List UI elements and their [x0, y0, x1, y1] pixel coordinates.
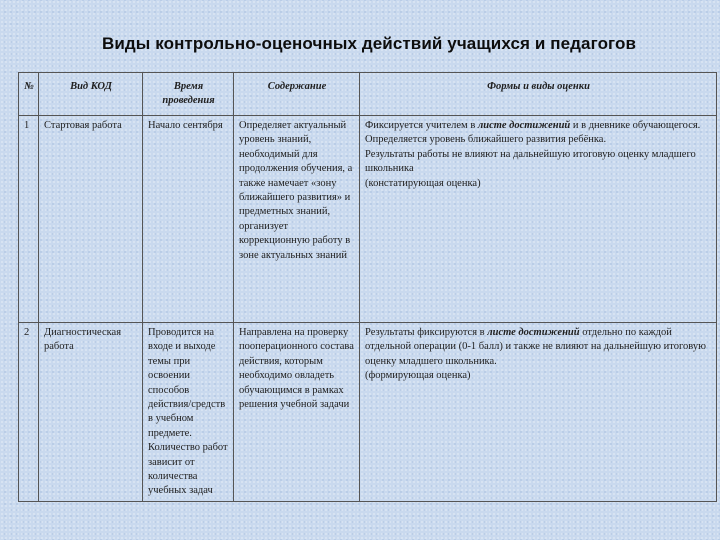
forms-text: Результаты фиксируются в [365, 327, 488, 338]
forms-highlight: листе достижений [487, 327, 580, 338]
row-content: Направлена на проверку пооперационного состава действия, которым необходимо овладеть обучающимся в рамках решения учебной задачи [234, 323, 360, 502]
row-kind: Диагностическая работа [39, 323, 143, 502]
header-time: Время проведения [143, 73, 234, 116]
table-row [19, 116, 717, 323]
forms-highlight: листе достижений [477, 120, 571, 131]
row-time: Начало сентября [143, 116, 234, 323]
header-num: № [19, 73, 39, 116]
row-number: 2 [19, 323, 39, 502]
forms-result: Результаты работы не влияют на дальнейшую итоговую оценку младшего школьника [365, 148, 696, 175]
table-row [19, 323, 717, 502]
row-time: Проводится на входе и выходе темы при освоении способов действия/средств в учебном предмете. Количество работ зависит от количества учебных задач [143, 323, 234, 502]
forms-text: отдельно по каждой отдельной операции (0-1 балл) и также не влияют на дальнейшую итоговую оценку младшего школьника. [365, 327, 706, 367]
row-number: 1 [19, 116, 39, 323]
header-forms: Формы и виды оценки [360, 73, 717, 116]
row-forms [360, 116, 717, 323]
forms-type: (формирующая оценка) [365, 370, 471, 382]
forms-type: (констатирующая оценка) [365, 177, 481, 189]
row-forms [360, 323, 717, 502]
table-header-row [19, 73, 717, 116]
header-content: Содержание [234, 73, 360, 116]
forms-text: и в дневнике обучающегося. Определяется уровень ближайшего развития ребёнка. [365, 120, 701, 146]
forms-text: Фиксируется учителем в [365, 120, 478, 131]
row-kind: Стартовая работа [39, 116, 143, 323]
page-title: Виды контрольно-оценочных действий учащихся и педагогов [101, 34, 637, 53]
header-kind: Вид КОД [39, 73, 143, 116]
row-content: Определяет актуальный уровень знаний, необходимый для продолжения обучения, а также намечает «зону ближайшего развития» и предметных знаний, организует коррекционную работу в зоне актуальных знаний [234, 116, 360, 323]
assessment-table [18, 72, 717, 502]
